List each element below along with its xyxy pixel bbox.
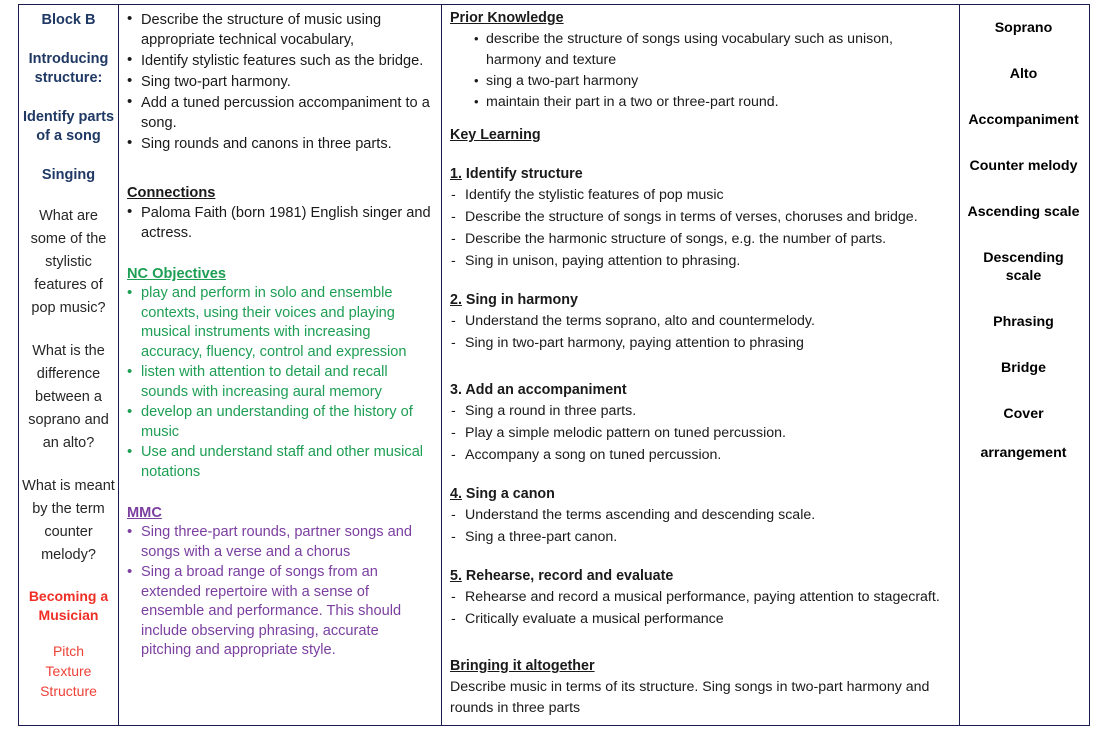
list-item: - Understand the terms ascending and descending scale. [450,504,949,526]
spacer [127,244,433,266]
list-item: - Accompany a song on tuned percussion. [450,444,949,466]
list-item: - Sing a three-part canon. [450,526,949,548]
section-number: 2. [450,292,462,308]
section-title: Identify structure [465,166,583,182]
list-item: • Use and understand staff and other musical notations [127,443,433,482]
section-title: Sing a canon [465,486,555,502]
list-item: • Identify stylistic features such as the bridge. [127,51,433,71]
mmc-heading: MMC [127,505,162,521]
nc-objectives-list [127,284,433,482]
objectives-list [127,10,433,154]
spacer [450,466,949,486]
unit-question-2: What is the difference between a soprano and an alto? [28,343,109,451]
spacer [127,483,433,505]
connections-list [127,203,433,243]
vocab-term-cover: Cover [1003,406,1044,422]
list-item: • describe the structure of songs using vocabulary such as unison, harmony and texture [474,29,949,71]
spacer [450,146,949,166]
skills-objectives-column [119,5,442,725]
unit-question-1: What are some of the stylistic features of pop music? [30,208,107,316]
list-item: • maintain their part in a two or three-part round. [474,92,949,113]
list-item: • play and perform in solo and ensemble contexts, using their voices and playing musical instruments with increasing accuracy, fluency, control and expression [127,284,433,362]
section-number: 3. [450,382,462,398]
list-item: • develop an understanding of the history of music [127,403,433,442]
unit-heading-identify-parts-of-a-song: Identify parts of a song [22,109,115,144]
prior-knowledge-list [450,29,949,113]
list-item: - Rehearse and record a musical performance, paying attention to stagecraft. [450,586,949,608]
list-item: - Sing a round in three parts. [450,400,949,422]
vocab-term-accompaniment: Accompaniment [968,112,1079,128]
vocab-term-ascending-scale: Ascending scale [967,204,1080,220]
becoming-item-pitch: Pitch [52,643,85,659]
prior-knowledge-heading: Prior Knowledge [450,10,564,26]
curriculum-table [18,4,1090,726]
list-item: - Sing in unison, paying attention to phrasing. [450,250,949,272]
spacer [450,548,949,568]
list-item: - Play a simple melodic pattern on tuned percussion. [450,422,949,444]
spacer [450,272,949,292]
vocabulary-column [960,5,1087,725]
mmc-list [127,523,433,661]
list-item: • Add a tuned percussion accompaniment to a song. [127,93,433,133]
key-learning-section-2-title [450,292,949,308]
key-learning-heading: Key Learning [450,127,541,143]
section-number: 5. [450,568,462,584]
key-learning-section-4-list [450,504,949,548]
bringing-it-altogether-heading: Bringing it altogether [450,658,595,674]
unit-heading-singing: Singing [41,167,96,183]
key-learning-section-2-list [450,310,949,354]
list-item: • sing a two-part harmony [474,71,949,92]
list-item: - Identify the stylistic features of pop music [450,184,949,206]
list-item: - Describe the harmonic structure of songs, e.g. the number of parts. [450,228,949,250]
list-item: - Describe the structure of songs in terms of verses, choruses and bridge. [450,206,949,228]
unit-overview-column [19,5,119,725]
list-item: • Describe the structure of music using appropriate technical vocabulary, [127,10,433,50]
list-item: • Paloma Faith (born 1981) English singer and actress. [127,203,433,243]
vocab-term-counter-melody: Counter melody [969,158,1078,174]
unit-question-3: What is meant by the term counter melody? [22,478,115,563]
key-learning-section-5-title [450,568,949,584]
unit-heading-block-b: Block B [41,12,96,28]
vocab-term-alto: Alto [1009,66,1038,82]
connections-heading: Connections [127,185,216,201]
list-item: - Critically evaluate a musical performance [450,608,949,630]
section-title: Add an accompaniment [465,382,627,398]
spacer [450,354,949,382]
unit-heading-introducing-structure: Introducing structure: [28,51,109,86]
bringing-it-altogether-text: Describe music in terms of its structure. Sing songs in two-part harmony and rounds in three parts [450,679,930,716]
becoming-item-texture: Texture [45,663,92,679]
becoming-a-musician-title: Becoming a Musician [28,588,109,623]
spacer [450,113,949,127]
nc-objectives-heading: NC Objectives [127,266,226,282]
key-learning-section-5-list [450,586,949,630]
key-learning-section-1-title [450,166,949,182]
key-learning-section-3-list [450,400,949,466]
vocab-term-arrangement: arrangement [980,445,1067,461]
spacer [127,155,433,185]
list-item: - Understand the terms soprano, alto and countermelody. [450,310,949,332]
list-item: • Sing three-part rounds, partner songs and songs with a verse and a chorus [127,523,433,562]
section-title: Rehearse, record and evaluate [465,568,674,584]
vocab-term-descending-scale: Descending scale [983,250,1064,284]
list-item: • listen with attention to detail and recall sounds with increasing aural memory [127,363,433,402]
vocab-term-soprano: Soprano [994,20,1053,36]
vocab-term-phrasing: Phrasing [993,314,1054,330]
section-title: Sing in harmony [465,292,578,308]
spacer [450,630,949,658]
becoming-item-structure: Structure [40,683,97,699]
list-item: - Sing in two-part harmony, paying attention to phrasing [450,332,949,354]
list-item: • Sing two-part harmony. [127,72,433,92]
vocab-term-bridge: Bridge [1001,360,1046,376]
section-number: 4. [450,486,462,502]
key-learning-section-3-title [450,382,949,398]
key-learning-column [442,5,960,725]
list-item: • Sing rounds and canons in three parts. [127,134,433,154]
list-item: • Sing a broad range of songs from an extended repertoire with a sense of ensemble and performance. This should include observing phrasing, accurate pitching and appropriate style. [127,563,433,661]
key-learning-section-1-list [450,184,949,272]
section-number: 1. [450,166,462,182]
key-learning-section-4-title [450,486,949,502]
